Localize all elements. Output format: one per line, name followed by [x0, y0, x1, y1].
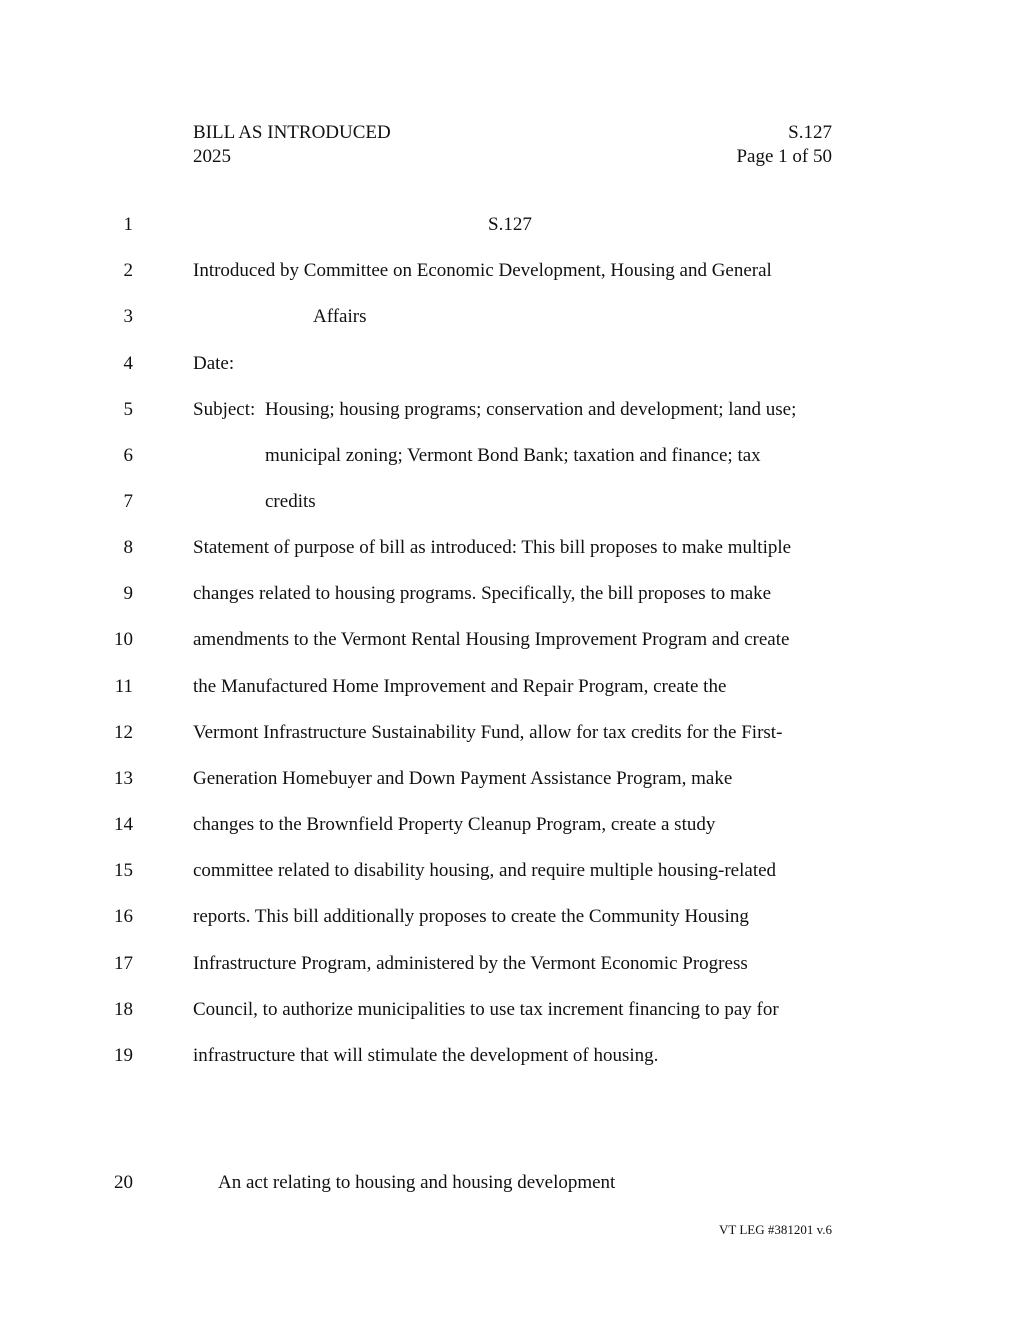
statement-text: Generation Homebuyer and Down Payment Assistance Program, make [193, 768, 733, 789]
statement-text: committee related to disability housing, and require multiple housing-related [193, 860, 777, 881]
date-label: Date: [193, 353, 235, 374]
line-number: 7 [123, 491, 133, 512]
statement-text: the Manufactured Home Improvement and Repair Program, create the [193, 676, 727, 697]
statement-text: Infrastructure Program, administered by the Vermont Economic Progress [193, 953, 748, 974]
line-number: 17 [114, 953, 133, 974]
statement-text: changes related to housing programs. Specifically, the bill proposes to make [193, 583, 772, 604]
footer-doc-id: VT LEG #381201 v.6 [718, 1222, 832, 1237]
introduced-by-continued: Affairs [313, 306, 367, 327]
subject-label: Subject: [193, 399, 256, 420]
statement-text: Vermont Infrastructure Sustainability Fund, allow for tax credits for the First- [193, 722, 783, 743]
line-number: 2 [123, 260, 133, 281]
introduced-by: Introduced by Committee on Economic Development, Housing and General [193, 260, 772, 281]
line-number: 16 [114, 906, 133, 927]
subject-text: municipal zoning; Vermont Bond Bank; taxation and finance; tax [265, 445, 761, 466]
line-number: 20 [114, 1172, 133, 1193]
statement-text: reports. This bill additionally proposes to create the Community Housing [193, 906, 749, 927]
line-number: 18 [114, 999, 133, 1020]
line-number: 4 [123, 353, 133, 374]
act-title: An act relating to housing and housing development [218, 1172, 616, 1193]
line-number: 9 [123, 583, 133, 604]
header-bill-status: BILL AS INTRODUCED [193, 122, 391, 143]
line-number: 15 [114, 860, 133, 881]
line-number: 14 [114, 814, 133, 835]
statement-text: changes to the Brownfield Property Cleanup Program, create a study [193, 814, 716, 835]
header-page-number: Page 1 of 50 [736, 146, 832, 167]
header-bill-number: S.127 [788, 122, 832, 143]
line-number: 13 [114, 768, 133, 789]
line-number: 3 [123, 306, 133, 327]
subject-text: credits [265, 491, 316, 512]
subject-text: Housing; housing programs; conservation and development; land use; [265, 399, 797, 420]
line-number: 12 [114, 722, 133, 743]
line-number: 8 [123, 537, 133, 558]
line-number: 19 [114, 1045, 133, 1066]
statement-text: infrastructure that will stimulate the development of housing. [193, 1045, 659, 1066]
header-year: 2025 [193, 146, 231, 167]
statement-of-purpose: Statement of purpose of bill as introduced: This bill proposes to make multiple [193, 537, 792, 558]
line-number: 6 [123, 445, 133, 466]
statement-text: amendments to the Vermont Rental Housing Improvement Program and create [193, 629, 790, 650]
line-number: 11 [114, 676, 133, 697]
bill-title: S.127 [488, 214, 532, 235]
line-number: 1 [123, 214, 133, 235]
line-number: 5 [123, 399, 133, 420]
line-number: 10 [114, 629, 133, 650]
statement-text: Council, to authorize municipalities to use tax increment financing to pay for [193, 999, 779, 1020]
